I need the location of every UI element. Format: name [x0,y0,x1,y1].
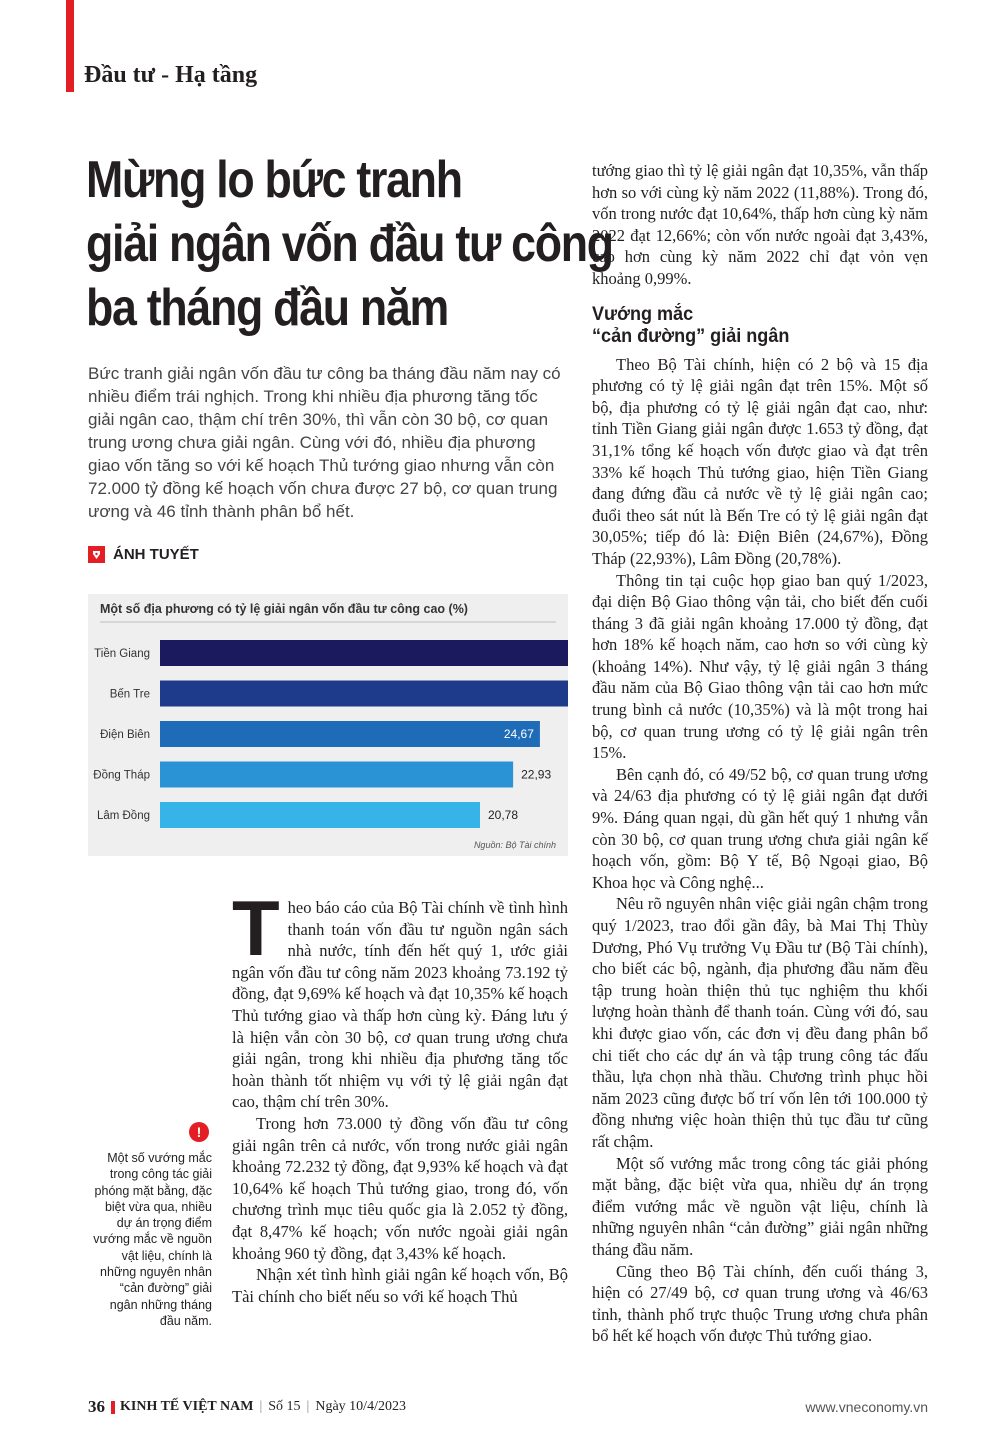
data-label: 24,67 [503,727,534,741]
body-paragraph: Một số vướng mắc trong công tác giải phóng mặt bằng, đặc biệt vừa qua, nhiều dự án trọng điểm vướng mắc về nguồn vật liệu, chính là những nguyên nhân “cản đường” giải ngân những tháng đầu năm. [592,1153,928,1259]
page-number: 36 [88,1397,105,1416]
footer-url[interactable]: www.vneconomy.vn [805,1399,928,1415]
bar-chart [88,594,568,856]
subheading-line-2: “cản đường” giải ngân [592,325,790,347]
body-paragraph: Theo Bộ Tài chính, hiện có 2 bộ và 15 địa phương có tỷ lệ giải ngân đạt trên 15%. Một số bộ, địa phương có tỷ lệ giải ngân đạt cao, như: tỉnh Tiền Giang giải ngân được 1.653 tỷ đồng, đạt 31,1% tổng kế hoạch vốn được giao và đạt trên 33% kế hoạch Thủ tướng giao, hiện Tiền Giang đang đứng đầu cả nước về tỷ lệ giải ngân cao; đuổi theo sát nút là Bến Tre có tỷ lệ giải ngân đạt 30,05%; tiếp đó là: Điện Biên (24,67%), Đồng Tháp (22,93%), Lâm Đồng (20,78%). [592,354,928,568]
page-footer [88,1397,406,1417]
data-label: 20,78 [488,808,519,822]
issue-number: Số 15 [268,1399,301,1414]
section-label: Đầu tư - Hạ tầng [84,62,258,88]
footer-accent [111,1401,115,1414]
chart-source: Nguồn: Bộ Tài chính [473,840,556,850]
category-label: Đồng Tháp [93,769,150,782]
footer-separator: | [259,1399,263,1414]
category-label: Điện Biên [100,729,150,741]
body-paragraph: Cũng theo Bộ Tài chính, đến cuối tháng 3, hiện có 27/49 bộ, cơ quan trung ương và 46/63 tỉnh, thành phố trực thuộc Trung ương chưa phân bổ hết kế hoạch vốn được Thủ tướng giao. [592,1261,928,1346]
data-label: 22,93 [521,767,552,782]
body-paragraph: Nhận xét tình hình giải ngân kế hoạch vốn, Bộ Tài chính cho biết nếu so với kế hoạch Thủ [232,1265,568,1306]
pen-icon [88,546,105,563]
category-label: Tiền Giang [94,648,150,660]
footer-separator: | [306,1399,310,1414]
magazine-name: KINH TẾ VIỆT NAM [120,1399,254,1414]
author-name: ÁNH TUYẾT [113,546,199,563]
exclamation-icon: ! [189,1122,209,1142]
subheading [592,304,911,348]
title-line-2: giải ngân vốn đầu tư công [86,215,613,273]
page-title [86,148,613,340]
issue-date: Ngày 10/4/2023 [315,1399,406,1414]
bar [160,640,568,666]
body-paragraph: Trong hơn 73.000 tỷ đồng vốn đầu tư công giải ngân trên cả nước, vốn trong nước giải ngân khoảng 72.232 tỷ đồng, đạt 9,93% kế hoạch và đạt 10,64% kế hoạch Thủ tướng giao, trong đó, vốn chương trình mục tiêu quốc gia là 2.052 tỷ đồng, đạt 8,47% kế hoạch; vốn nước ngoài giải ngân khoảng 960 tỷ đồng, đạt 3,43% kế hoạch. [232,1113,568,1263]
title-line-3: ba tháng đầu năm [86,279,448,337]
body-paragraph [232,884,568,1113]
body-column-right [592,160,928,1347]
byline [88,546,199,563]
pull-quote: Một số vướng mắc trong công tác giải phóng mặt bằng, đặc biệt vừa qua, nhiều dự án trọng điểm vướng mắc về nguồn vật liệu, chính là những nguyên nhân “cản đường” giải ngân những tháng đầu năm. [93,1151,212,1328]
lead-paragraph: Bức tranh giải ngân vốn đầu tư công ba tháng đầu năm nay có nhiều điểm trái nghịch. Trong khi nhiều địa phương tăng tốc giải ngân cao, thậm chí trên 30%, thì vẫn còn 30 bộ, cơ quan trung ương chưa giải ngân. Cùng với đó, nhiều địa phương giao vốn tăng so với kế hoạch Thủ tướng giao nhưng vẫn còn 72.000 tỷ đồng kế hoạch vốn chưa được 27 bộ, cơ quan trung ương và 46 tỉnh thành phân bổ hết. [88,364,561,521]
bar [160,721,540,747]
paragraph-text: heo báo cáo của Bộ Tài chính về tình hình thanh toán vốn đầu tư nguồn ngân sách nhà nước, tính đến hết quý 1, ước giải ngân vốn đầu tư công năm 2023 khoảng 73.192 tỷ đồng, đạt 9,69% kế hoạch và đạt 10,35% kế hoạch Thủ tướng giao và thấp hơn cùng kỳ. Đáng lưu ý là hiện vẫn còn 30 bộ, cơ quan trung ương chưa giải ngân, trong khi nhiều địa phương tăng tốc hoàn thành tốt nhiệm vụ với tỷ lệ giải ngân đạt cao, thậm chí trên 30%. [232,898,568,1112]
bar [160,802,480,828]
category-label: Bến Tre [109,688,150,701]
section-accent-bar [66,0,74,92]
drop-cap: T [232,884,280,972]
body-paragraph: Thông tin tại cuộc họp giao ban quý 1/2023, đại diện Bộ Giao thông vận tải, cho biết đến cuối tháng 3 đã giải ngân khoảng 17.000 tỷ đồng, đạt hơn 18% kế hoạch năm, cao hơn so với cùng kỳ (khoảng 14%). Như vậy, tỷ lệ giải ngân 3 tháng đầu năm của Bộ Giao thông vận tải cao hơn mức trung bình cả nước (10,35%) và là một trong hai bộ, cơ quan trung ương có tỷ lệ giải ngân trên 15%. [592,570,928,763]
body-paragraph: Bên cạnh đó, có 49/52 bộ, cơ quan trung ương và 24/63 địa phương có tỷ lệ giải ngân đạt dưới 9%. Đáng quan ngại, dù gần hết quý 1 nhưng vẫn còn 30 bộ, cơ quan trung ương chưa giải ngân kế hoạch vốn, gồm: Bộ Y tế, Bộ Ngoại giao, Bộ Khoa học và Công nghệ... [592,764,928,892]
bar [160,762,513,788]
body-paragraph: tướng giao thì tỷ lệ giải ngân đạt 10,35%, vẫn thấp hơn so với cùng kỳ năm 2022 (11,88%). Trong đó, vốn trong nước đạt 10,64%, thấp hơn cùng kỳ năm 2022 đạt 12,66%; còn vốn nước ngoài đạt 3,43%, cao hơn cùng kỳ năm 2022 chỉ đạt vỏn vẹn khoảng 0,99%. [592,161,928,288]
body-paragraph: Nêu rõ nguyên nhân việc giải ngân chậm trong quý 1/2023, trao đổi gần đây, bà Mai Thị Thùy Dương, Phó Vụ trưởng Vụ Đầu tư (Bộ Tài chính), cho biết các bộ, ngành, địa phương đầu năm đều tập trung hoàn thiện thủ tục nghiệm thu khối lượng hoàn thành để thanh toán. Cùng với đó, sau khi được giao vốn, các đơn vị đều đang phân bổ chi tiết cho các dự án và tập trung công tác đấu thầu, lựa chọn nhà thầu. Chương trình phục hồi năm 2023 cũng được bố trí vốn lên tới 100.000 tỷ đồng nhưng việc hoàn thiện thủ tục đầu tư cũng rất chậm. [592,894,928,1151]
body-column-left [232,884,568,1307]
chart-title: Một số địa phương có tỷ lệ giải ngân vốn đầu tư công cao (%) [100,602,468,616]
category-label: Lâm Đồng [96,810,150,822]
subheading-line-1: Vướng mắc [592,303,694,325]
title-line-1: Mừng lo bức tranh [86,151,462,209]
chart-plot [88,594,568,856]
bar [160,681,568,707]
